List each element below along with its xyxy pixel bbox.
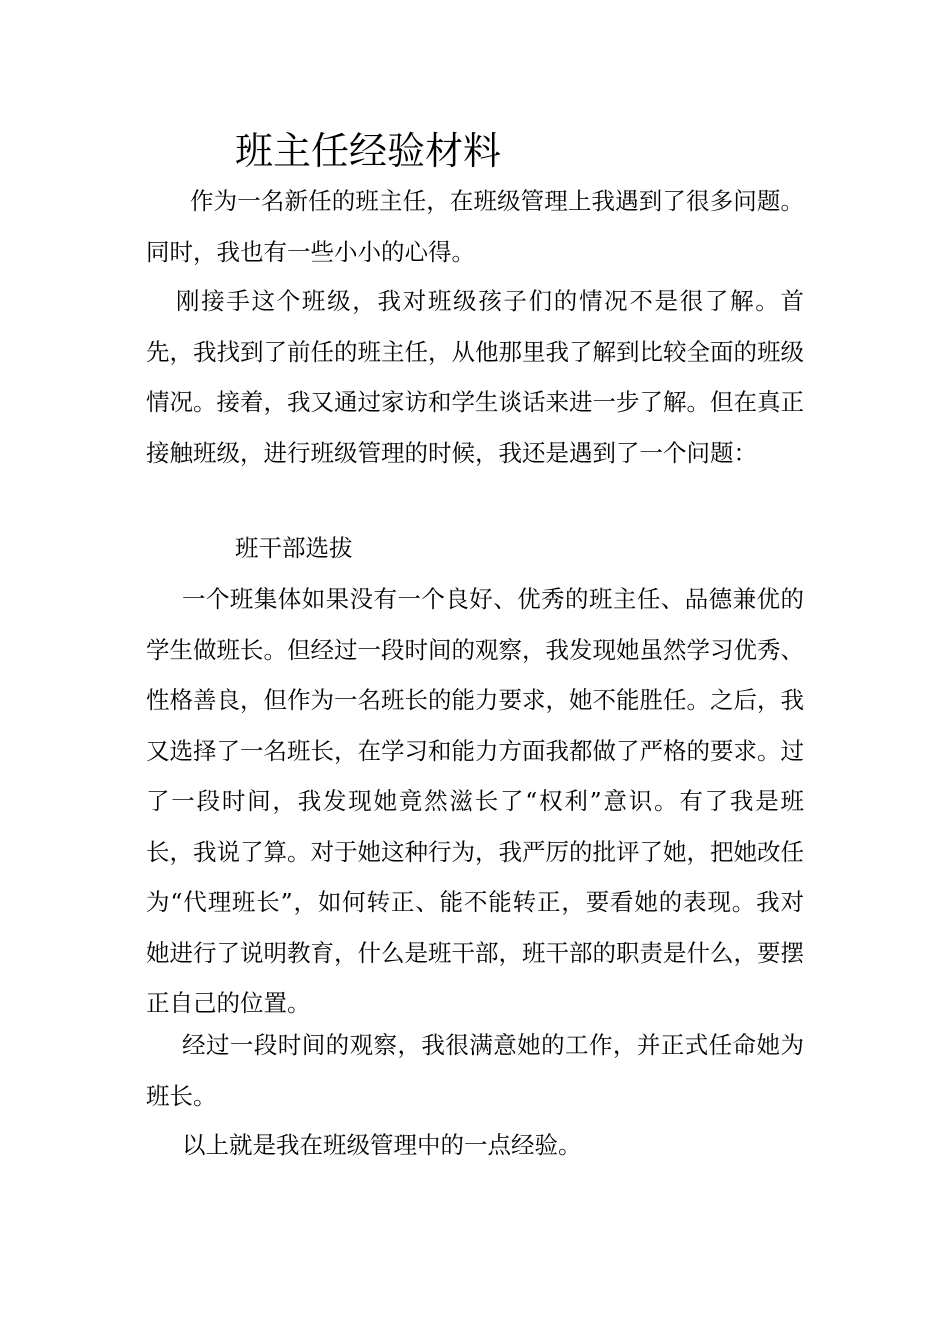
selection-paragraph: 一个班集体如果没有一个良好、优秀的班主任、品德兼优的学生做班长。但经过一段时间的观察，我发现她虽然学习优秀、性格善良，但作为一名班长的能力要求，她不能胜任。之后，我又选择了一名班长，在学习和能力方面我都做了严格的要求。过了一段时间，我发现她竟然滋长了“权利”意识。有了我是班长，我说了算。对于她这种行为，我严厉的批评了她，把她改任为“代理班长”，如何转正、能不能转正，要看她的表现。我对她进行了说明教育，什么是班干部，班干部的职责是什么，要摆正自己的位置。 — [146, 585, 804, 1017]
conclusion-paragraph: 以上就是我在班级管理中的一点经验。 — [182, 1131, 582, 1159]
intro-paragraph: 作为一名新任的班主任，在班级管理上我遇到了很多问题。同时，我也有一些小小的心得。 — [146, 187, 804, 266]
document-title: 班主任经验材料 — [235, 129, 502, 173]
section-heading: 班干部选拔 — [235, 534, 353, 562]
result-paragraph: 经过一段时间的观察，我很满意她的工作，并正式任命她为班长。 — [146, 1031, 804, 1110]
background-paragraph: 刚接手这个班级，我对班级孩子们的情况不是很了解。首先，我找到了前任的班主任，从他那里我了解到比较全面的班级情况。接着，我又通过家访和学生谈话来进一步了解。但在真正接触班级，进行班级管理的时候，我还是遇到了一个问题： — [146, 287, 804, 467]
